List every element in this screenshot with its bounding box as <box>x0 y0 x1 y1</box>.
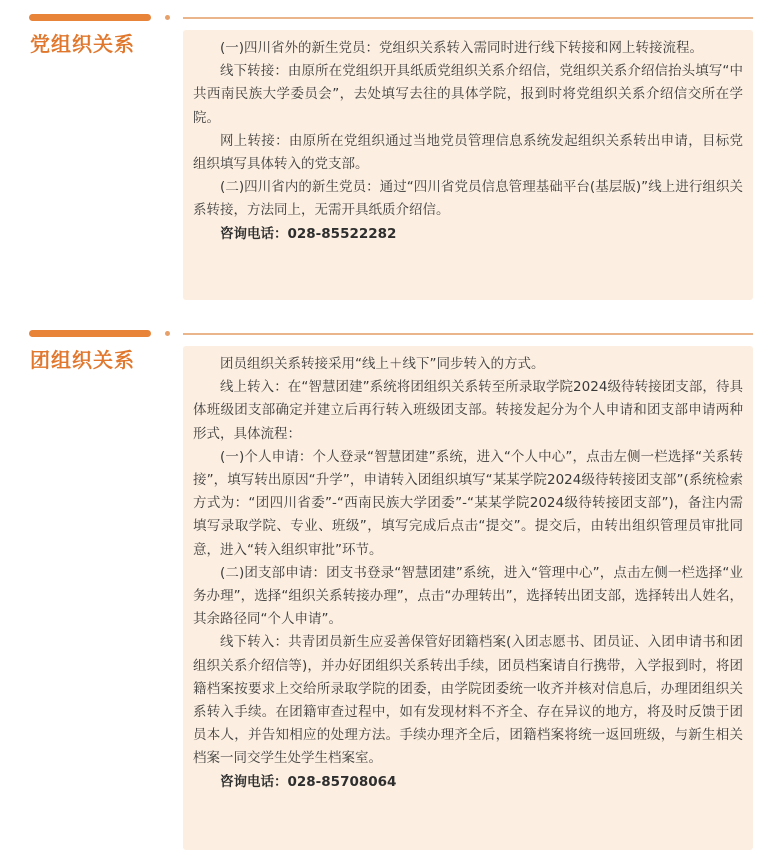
league-paragraph: (二)团支部申请：团支书登录“智慧团建”系统，进入“管理中心”，点击左侧一栏选择“业务办理”，选择“组织关系转接办理”，点击“办理转出”，选择转出团支部，选择转出人姓名，其余路径同“个人申请”。 <box>193 564 743 628</box>
party-content-box <box>183 30 753 300</box>
party-phone: 咨询电话：028-85522282 <box>220 225 397 242</box>
league-paragraph: (一)个人申请：个人登录“智慧团建”系统，进入“个人中心”，点击左侧一栏选择“关系转接”，填写转出原因“升学”，申请转入团组织填写“某某学院2024级待转接团支部”(系统检索方式为：“团四川省委”-“西南民族大学团委”-“某某学院2024级待转接团支部”)，备注内需填写录取学院、专业、班级”，填写完成后点击“提交”。提交后，由转出组织管理员审批同意，进入“转入组织审批”环节。 <box>193 448 743 558</box>
section-decoration-bar <box>29 14 151 21</box>
party-paragraph: (二)四川省内的新生党员：通过“四川省党员信息管理基础平台(基层版)”线上进行组织关系转接，方法同上，无需开具纸质介绍信。 <box>193 179 743 219</box>
league-content-box <box>183 346 753 850</box>
league-phone: 咨询电话：028-85708064 <box>220 773 397 790</box>
section-heading-league: 团组织关系 <box>30 348 135 372</box>
party-paragraph: 网上转接：由原所在党组织通过当地党员管理信息系统发起组织关系转出申请，目标党组织填写具体转入的党支部。 <box>193 132 743 173</box>
section-decoration-bar <box>29 330 151 337</box>
league-paragraph: 线下转入：共青团员新生应妥善保管好团籍档案(入团志愿书、团员证、入团申请书和团组织关系介绍信等)，并办好团组织关系转出手续，团员档案请自行携带，入学报到时，将团籍档案按要求上交给所录取学院的团委，由学院团委统一收齐并核对信息后，办理团组织关系转入手续。在团籍审查过程中，如有发现材料不齐全、存在异议的地方，将及时反馈于团员本人，并告知相应的处理方法。手续办理齐全后，团籍档案将统一返回班级，与新生相关档案一同交学生处学生档案室。 <box>193 634 743 767</box>
section-divider-line <box>183 17 753 19</box>
section-decoration-dot <box>165 15 170 20</box>
section-decoration-dot <box>165 331 170 336</box>
section-heading-party: 党组织关系 <box>30 32 135 56</box>
league-paragraph: 线上转入：在“智慧团建”系统将团组织关系转至所录取学院2024级待转接团支部，待具体班级团支部确定并建立后再行转入班级团支部。转接发起分为个人申请和团支部申请两种形式，具体流程： <box>193 379 743 442</box>
party-paragraph: (一)四川省外的新生党员：党组织关系转入需同时进行线下转接和网上转接流程。 <box>220 40 704 56</box>
section-divider-line <box>183 333 753 335</box>
party-paragraph: 线下转接：由原所在党组织开具纸质党组织关系介绍信，党组织关系介绍信抬头填写“中共西南民族大学委员会”，去处填写去往的具体学院，报到时将党组织关系介绍信交所在学院。 <box>193 63 743 126</box>
league-paragraph: 团员组织关系转接采用“线上＋线下”同步转入的方式。 <box>220 356 545 372</box>
